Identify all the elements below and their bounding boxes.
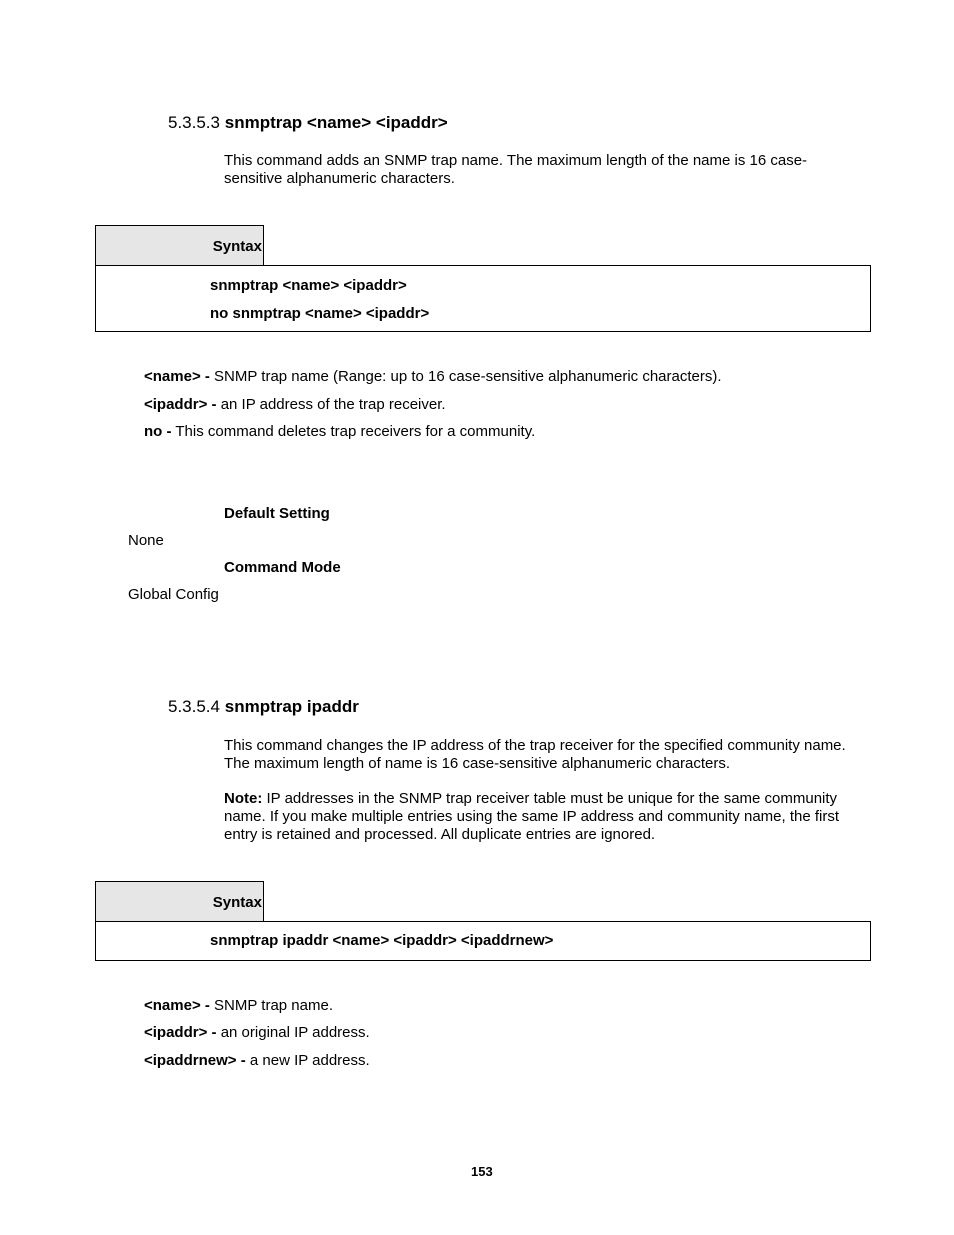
param-item xyxy=(144,1024,370,1041)
param-desc: SNMP trap name. xyxy=(209,997,333,1014)
note-label: Note: xyxy=(224,790,263,807)
syntax-command: snmptrap <name> <ipaddr> xyxy=(210,277,407,294)
param-item xyxy=(144,396,446,413)
syntax-tab xyxy=(95,881,264,922)
syntax-box xyxy=(95,921,871,961)
section-title: snmptrap <name> <ipaddr> xyxy=(224,113,448,132)
section-number: 5.3.5.3 xyxy=(168,113,220,132)
syntax-label: Syntax xyxy=(212,894,262,911)
param-item xyxy=(144,423,535,440)
param-term: <ipaddrnew> - xyxy=(144,1052,246,1069)
param-term: no - xyxy=(144,423,172,440)
param-item xyxy=(144,1052,370,1069)
syntax-tab xyxy=(95,225,264,266)
section-description: This command adds an SNMP trap name. The maximum length of the name is 16 case-sensitive alphanumeric characters. xyxy=(224,152,808,187)
note-paragraph xyxy=(224,790,864,844)
param-desc: This command deletes trap receivers for a community. xyxy=(171,423,536,440)
command-mode-value: Global Config xyxy=(128,586,219,603)
default-setting-value: None xyxy=(128,532,164,549)
page-number: 153 xyxy=(471,1164,493,1179)
syntax-command: no snmptrap <name> <ipaddr> xyxy=(210,305,430,322)
param-term: <name> - xyxy=(144,997,210,1014)
syntax-box xyxy=(95,265,871,332)
param-desc: a new IP address. xyxy=(245,1052,370,1069)
param-term: <ipaddr> - xyxy=(144,1024,217,1041)
note-text: IP addresses in the SNMP trap receiver table must be unique for the same community name. If you make multiple entries using the same IP address and community name, the first entry is retained and processed. All duplicate entries are ignored. xyxy=(224,790,840,843)
section-title: snmptrap ipaddr xyxy=(224,697,359,716)
section-heading-5-3-5-3 xyxy=(168,113,448,133)
param-desc: SNMP trap name (Range: up to 16 case-sensitive alphanumeric characters). xyxy=(209,368,722,385)
section-description: This command changes the IP address of the trap receiver for the specified community name. The maximum length of name is 16 case-sensitive alphanumeric characters. xyxy=(224,737,846,772)
param-item xyxy=(144,997,333,1014)
command-mode-label: Command Mode xyxy=(224,559,341,576)
default-setting-label: Default Setting xyxy=(224,505,330,522)
param-desc: an IP address of the trap receiver. xyxy=(216,396,446,413)
syntax-label: Syntax xyxy=(212,238,262,255)
section-number: 5.3.5.4 xyxy=(168,697,220,716)
syntax-command: snmptrap ipaddr <name> <ipaddr> <ipaddrnew> xyxy=(210,932,554,949)
param-term: <ipaddr> - xyxy=(144,396,217,413)
param-item xyxy=(144,368,722,385)
param-term: <name> - xyxy=(144,368,210,385)
param-desc: an original IP address. xyxy=(216,1024,370,1041)
section-heading-5-3-5-4 xyxy=(168,697,359,717)
